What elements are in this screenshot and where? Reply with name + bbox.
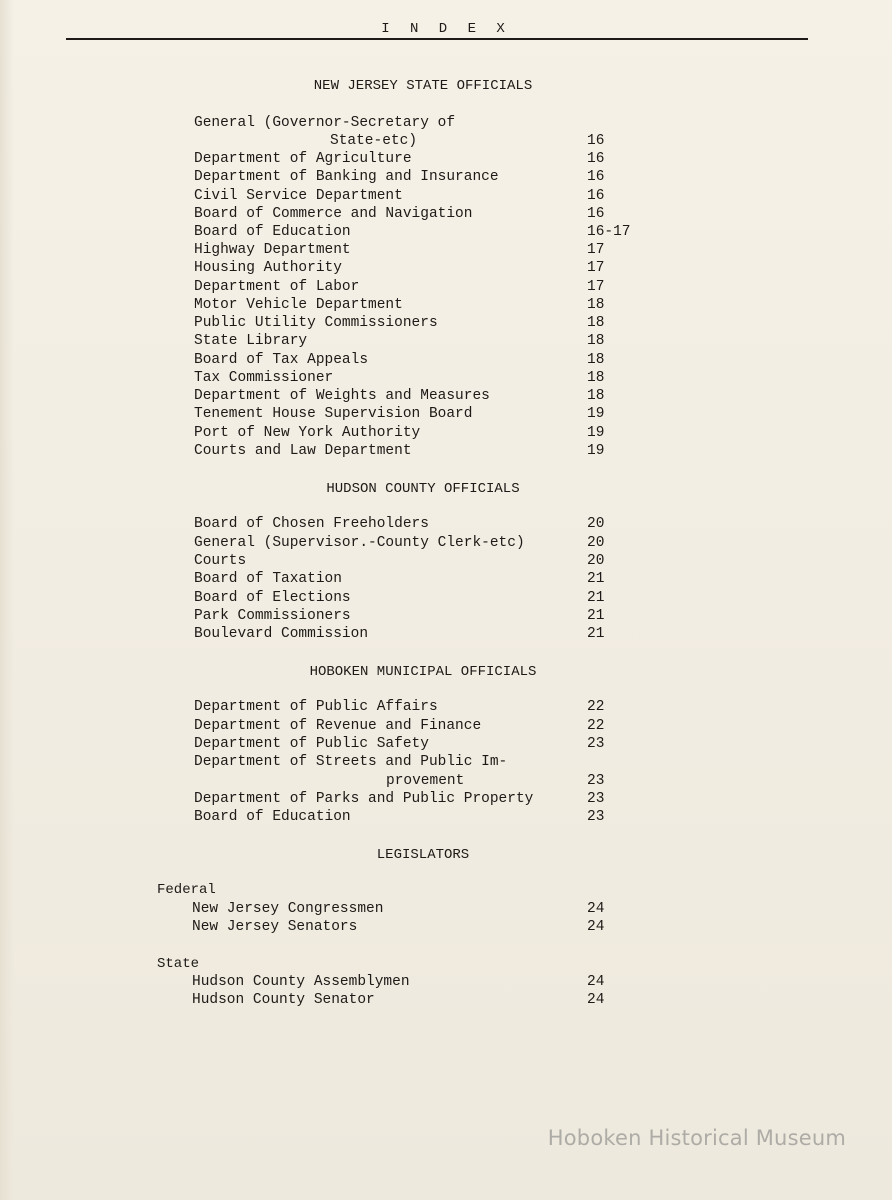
- entry-page: 19: [587, 406, 605, 422]
- museum-watermark: Hoboken Historical Museum: [547, 1126, 846, 1150]
- index-entry: [0, 992, 892, 1010]
- entry-page: 22: [587, 699, 605, 715]
- index-title: I N D E X: [381, 21, 511, 37]
- entry-label: Housing Authority: [194, 260, 342, 276]
- entry-label: Hudson County Senator: [192, 992, 375, 1008]
- index-entry: [0, 535, 892, 553]
- index-entry: [0, 809, 892, 827]
- entry-label: Department of Labor: [194, 279, 360, 295]
- entry-label: Board of Education: [194, 224, 351, 240]
- entry-page: 21: [587, 626, 605, 642]
- entry-label: Board of Commerce and Navigation: [194, 206, 473, 222]
- entry-page: 21: [587, 571, 605, 587]
- entry-label: Department of Public Affairs: [194, 699, 438, 715]
- entry-label: Board of Chosen Freeholders: [194, 516, 429, 532]
- entry-page: 24: [587, 992, 605, 1008]
- index-entry: [0, 169, 892, 187]
- entry-page: 19: [587, 425, 605, 441]
- entry-page: 18: [587, 315, 605, 331]
- entry-label: Port of New York Authority: [194, 425, 421, 441]
- index-entry: [0, 736, 892, 754]
- entry-page: 16: [587, 169, 605, 185]
- entry-page: 16: [587, 188, 605, 204]
- entry-page: 18: [587, 297, 605, 313]
- entry-page: 16: [587, 151, 605, 167]
- entry-page: 23: [587, 809, 605, 825]
- entry-label: General (Supervisor.-County Clerk-etc): [194, 535, 525, 551]
- index-entry: [0, 626, 892, 644]
- entry-page: 17: [587, 260, 605, 276]
- group-title-federal: Federal: [157, 882, 216, 898]
- index-entry: [0, 388, 892, 406]
- entry-label: Department of Revenue and Finance: [194, 718, 482, 734]
- entry-label: Hudson County Assemblymen: [192, 974, 410, 990]
- entry-label: State-etc): [330, 133, 418, 149]
- entry-page: 20: [587, 553, 605, 569]
- index-entry: [0, 406, 892, 424]
- index-entry: [0, 608, 892, 626]
- section-title-legislators: LEGISLATORS: [376, 847, 470, 863]
- entry-page: 16-17: [587, 224, 631, 240]
- index-entry: [0, 133, 892, 151]
- entry-page: 20: [587, 516, 605, 532]
- index-entry: [0, 516, 892, 534]
- entry-page: 23: [587, 736, 605, 752]
- header-rule: [66, 38, 808, 40]
- entry-label: provement: [386, 773, 465, 789]
- entry-label: Boulevard Commission: [194, 626, 369, 642]
- index-entry: [0, 315, 892, 333]
- entry-page: 16: [587, 133, 605, 149]
- index-entry: [0, 901, 892, 919]
- entry-page: 17: [587, 279, 605, 295]
- index-entry: [0, 279, 892, 297]
- index-entry: [0, 754, 892, 772]
- entry-page: 16: [587, 206, 605, 222]
- index-entry: [0, 773, 892, 791]
- index-entry: [0, 242, 892, 260]
- entry-page: 17: [587, 242, 605, 258]
- index-entry: [0, 188, 892, 206]
- entry-label: Board of Tax Appeals: [194, 352, 369, 368]
- entry-label: Courts and Law Department: [194, 443, 412, 459]
- entry-page: 18: [587, 352, 605, 368]
- index-entry: [0, 352, 892, 370]
- index-entry: [0, 553, 892, 571]
- index-entry: [0, 151, 892, 169]
- entry-label: Civil Service Department: [194, 188, 403, 204]
- entry-page: 23: [587, 773, 605, 789]
- index-entry: [0, 571, 892, 589]
- entry-label: Highway Department: [194, 242, 351, 258]
- entry-label: State Library: [194, 333, 308, 349]
- entry-label: Board of Taxation: [194, 571, 342, 587]
- entry-label: Tax Commissioner: [194, 370, 334, 386]
- index-entry: [0, 974, 892, 992]
- entry-label: Department of Streets and Public Im-: [194, 754, 508, 770]
- index-entry: [0, 425, 892, 443]
- entry-label: Board of Elections: [194, 590, 351, 606]
- index-entry: [0, 699, 892, 717]
- index-entry: [0, 443, 892, 461]
- entry-page: 21: [587, 608, 605, 624]
- entry-page: 24: [587, 919, 605, 935]
- entry-label: New Jersey Senators: [192, 919, 358, 935]
- entry-page: 23: [587, 791, 605, 807]
- entry-label: Department of Banking and Insurance: [194, 169, 499, 185]
- entry-page: 20: [587, 535, 605, 551]
- entry-page: 21: [587, 590, 605, 606]
- entry-label: Department of Public Safety: [194, 736, 429, 752]
- entry-label: Department of Weights and Measures: [194, 388, 490, 404]
- index-entry: [0, 333, 892, 351]
- entry-page: 19: [587, 443, 605, 459]
- entry-label: General (Governor-Secretary of: [194, 115, 456, 131]
- index-entry: [0, 206, 892, 224]
- entry-page: 18: [587, 370, 605, 386]
- index-entry: [0, 590, 892, 608]
- entry-page: 18: [587, 388, 605, 404]
- entry-label: Tenement House Supervision Board: [194, 406, 473, 422]
- entry-page: 24: [587, 901, 605, 917]
- index-entry: [0, 919, 892, 937]
- section-title-municipal-officials: HOBOKEN MUNICIPAL OFFICIALS: [309, 664, 537, 680]
- entry-page: 24: [587, 974, 605, 990]
- group-title-state: State: [157, 956, 200, 972]
- section-title-county-officials: HUDSON COUNTY OFFICIALS: [326, 481, 520, 497]
- index-entry: [0, 260, 892, 278]
- index-entry: [0, 370, 892, 388]
- entry-page: 18: [587, 333, 605, 349]
- entry-label: New Jersey Congressmen: [192, 901, 384, 917]
- entry-label: Courts: [194, 553, 247, 569]
- index-entry: [0, 224, 892, 242]
- index-entry: [0, 297, 892, 315]
- entry-label: Department of Agriculture: [194, 151, 412, 167]
- entry-label: Board of Education: [194, 809, 351, 825]
- entry-label: Public Utility Commissioners: [194, 315, 438, 331]
- entry-label: Motor Vehicle Department: [194, 297, 403, 313]
- entry-label: Park Commissioners: [194, 608, 351, 624]
- index-entry: [0, 115, 892, 133]
- index-entry: [0, 718, 892, 736]
- section-title-state-officials: NEW JERSEY STATE OFFICIALS: [313, 78, 533, 94]
- entry-page: 22: [587, 718, 605, 734]
- index-entry: [0, 791, 892, 809]
- entry-label: Department of Parks and Public Property: [194, 791, 534, 807]
